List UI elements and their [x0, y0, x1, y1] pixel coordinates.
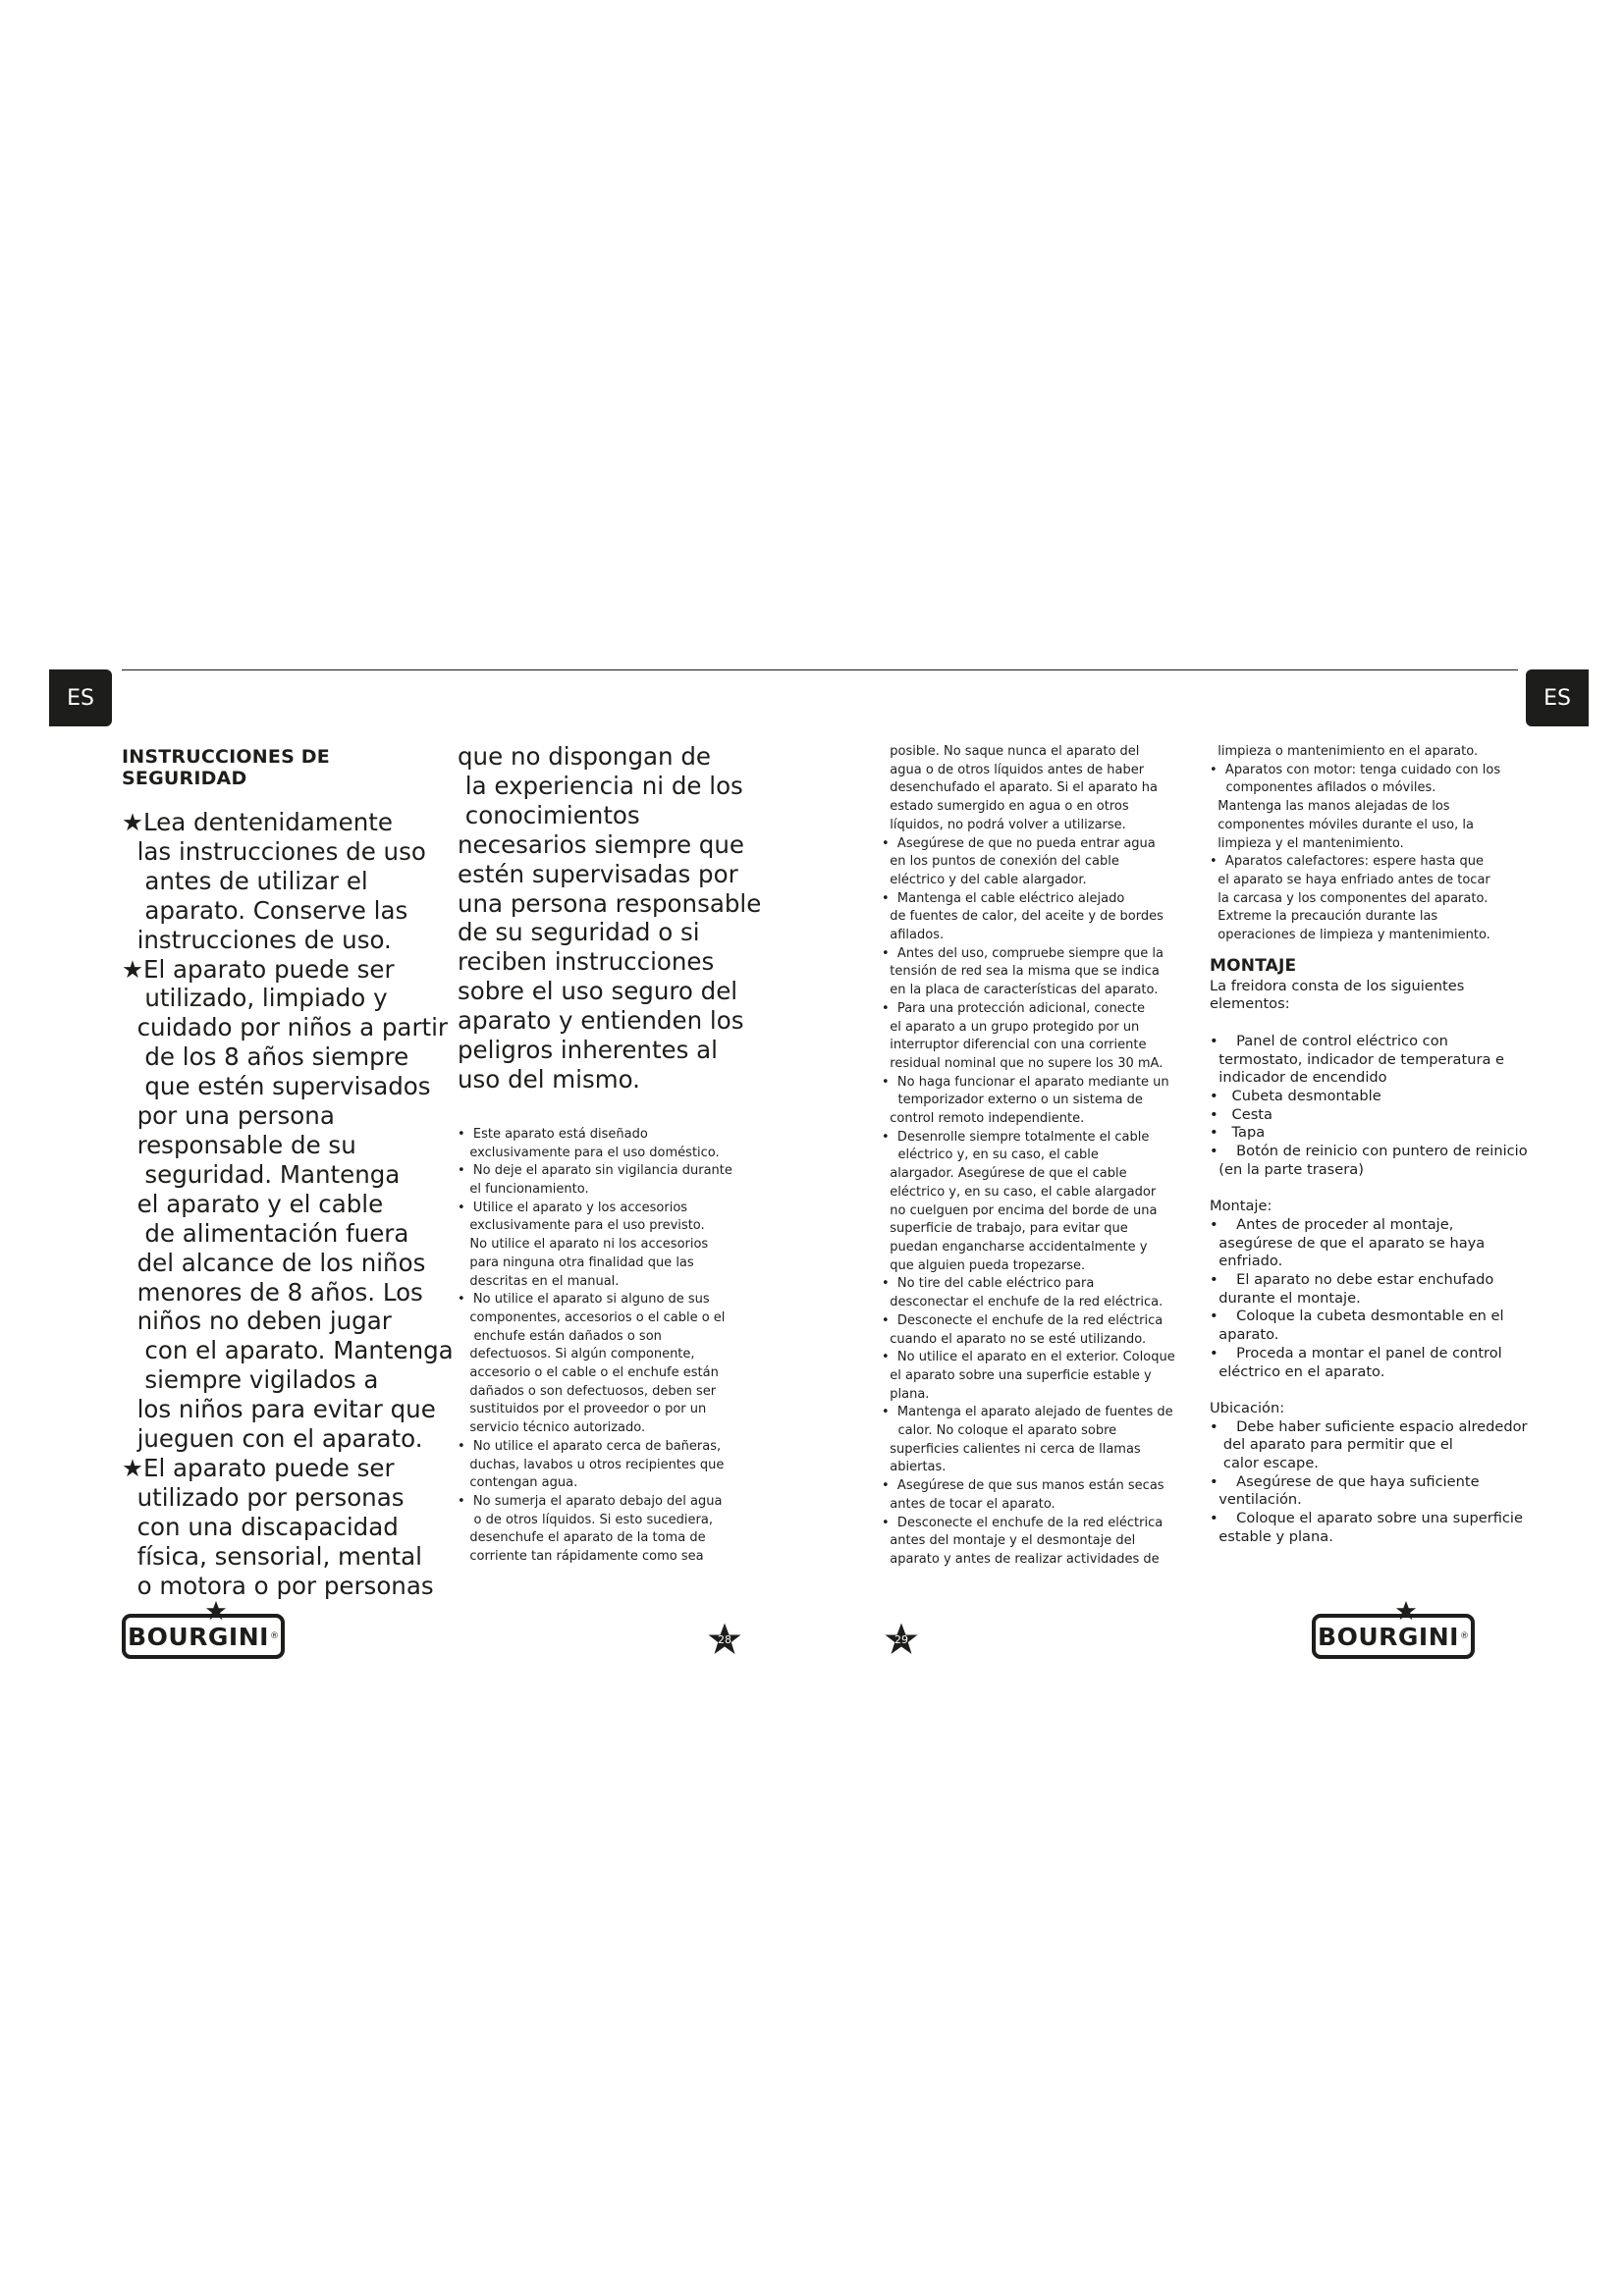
text-line: control remoto independiente.: [882, 1111, 1085, 1127]
text-line: interruptor diferencial con una corriente: [882, 1038, 1147, 1053]
text-line: jueguen con el aparato.: [122, 1424, 423, 1454]
text-line: con una discapacidad: [122, 1512, 399, 1541]
text-line: utilizado por personas: [122, 1482, 405, 1512]
text-line: que no dispongan de: [458, 742, 711, 771]
text-line: componentes, accesorios o el cable o el: [458, 1309, 726, 1325]
text-line: • Cesta: [1210, 1105, 1272, 1123]
text-line: exclusivamente para el uso previsto.: [458, 1218, 705, 1234]
text-line: durante el montaje.: [1210, 1289, 1361, 1307]
text-line: estén supervisadas por: [458, 859, 738, 888]
text-line: eléctrico y, en su caso, el cable: [882, 1148, 1099, 1163]
page-number-left: 28: [718, 1633, 731, 1646]
text-line: ★El aparato puede ser: [122, 954, 395, 984]
text-line: residual nominal que no supere los 30 mA.: [882, 1055, 1164, 1071]
text-line: la experiencia ni de los: [458, 771, 743, 800]
text-line: abiertas.: [882, 1460, 947, 1475]
text-line: la carcasa y los componentes del aparato.: [1210, 890, 1489, 906]
text-line: • Desenrolle siempre totalmente el cable: [882, 1129, 1150, 1145]
text-line: por una persona: [122, 1101, 335, 1131]
text-line: • Este aparato está diseñado: [458, 1126, 648, 1142]
text-line: cuando el aparato no se esté utilizando.: [882, 1331, 1147, 1347]
text-line: • No utilice el aparato si alguno de sus: [458, 1292, 710, 1308]
text-line: menores de 8 años. Los: [122, 1277, 423, 1307]
text-line: ★El aparato puede ser: [122, 1453, 395, 1482]
text-line: antes del montaje y el desmontaje del: [882, 1533, 1136, 1549]
text-line: sustituidos por el proveedor o por un: [458, 1402, 707, 1417]
text-line: el aparato a un grupo protegido por un: [882, 1019, 1140, 1035]
text-line: el aparato y el cable: [122, 1189, 384, 1218]
text-line: que alguien pueda tropezarse.: [882, 1257, 1086, 1273]
text-line: dañados o son defectuosos, deben ser: [458, 1383, 717, 1399]
safety-warning-text: [122, 808, 454, 1600]
text-line: seguridad. Mantenga: [122, 1159, 401, 1189]
text-line: indicador de encendido: [1210, 1069, 1387, 1087]
text-line: • No sumerja el aparato debajo del agua: [458, 1493, 723, 1509]
text-line: • No utilice el aparato cerca de bañeras,: [458, 1438, 722, 1454]
text-line: [1210, 1014, 1534, 1033]
text-line: • Asegúrese de que haya suficiente: [1210, 1472, 1480, 1490]
text-line: • Mantenga el cable eléctrico alejado: [882, 890, 1125, 906]
text-line: sobre el uso seguro del: [458, 977, 738, 1006]
text-line: uso del mismo.: [458, 1064, 640, 1094]
brand-name: BOURGINI: [1318, 1622, 1459, 1651]
text-line: peligros inherentes al: [458, 1036, 718, 1065]
column-1: [122, 746, 454, 1600]
text-line: los niños para evitar que: [122, 1395, 436, 1424]
column-4: [1210, 743, 1534, 1547]
text-line: componentes móviles durante el uso, la: [1210, 817, 1474, 832]
text-line: • Desconecte el enchufe de la red eléctrica: [882, 1515, 1164, 1530]
text-line: • Asegúrese de que sus manos están secas: [882, 1478, 1164, 1494]
text-line: de los 8 años siempre: [122, 1042, 409, 1072]
text-line: temporizador externo o un sistema de: [882, 1093, 1143, 1108]
text-line: calor escape.: [1210, 1455, 1319, 1472]
text-line: La freidora consta de los siguientes: [1210, 977, 1465, 994]
text-line: • Proceda a montar el panel de control: [1210, 1344, 1502, 1362]
safety-bullets: [458, 1126, 752, 1567]
brand-logo-left: [122, 1614, 285, 1659]
text-line: instrucciones de uso.: [122, 925, 392, 954]
text-line: • Para una protección adicional, conecte: [882, 1000, 1145, 1016]
safety-bullets-continued: [882, 743, 1196, 1570]
text-line: termostato, indicador de temperatura e: [1210, 1050, 1504, 1068]
text-line: desenchufe el aparato de la toma de: [458, 1530, 706, 1546]
text-line: • No utilice el aparato en el exterior. Coloque: [882, 1350, 1175, 1365]
text-line: del alcance de los niños: [122, 1248, 426, 1277]
text-line: • Tapa: [1210, 1124, 1266, 1142]
column-2: [458, 742, 762, 1567]
page-number-right: 29: [894, 1633, 908, 1646]
text-line: cuidado por niños a partir: [122, 1013, 449, 1042]
text-line: aparato. Conserve las: [122, 895, 408, 925]
text-line: • Asegúrese de que no pueda entrar agua: [882, 835, 1156, 851]
text-line: Montaje:: [1210, 1198, 1272, 1215]
text-line: las instrucciones de uso: [122, 836, 426, 866]
text-line: en los puntos de conexión del cable: [882, 854, 1119, 870]
header-rule: [122, 669, 1518, 670]
text-line: • Utilice el aparato y los accesorios: [458, 1200, 688, 1215]
text-line: enchufe están dañados o son: [458, 1328, 662, 1344]
text-line: posible. No saque nunca el aparato del: [882, 744, 1140, 759]
star-icon: [205, 1600, 227, 1622]
text-line: eléctrico en el aparato.: [1210, 1362, 1385, 1380]
text-line: de su seguridad o si: [458, 918, 700, 947]
text-line: • Coloque el aparato sobre una superficie: [1210, 1510, 1523, 1527]
text-line: • No deje el aparato sin vigilancia durante: [458, 1163, 732, 1179]
text-line: necesarios siempre que: [458, 829, 744, 859]
text-line: el aparato se haya enfriado antes de tocar: [1210, 872, 1490, 887]
text-line: • No haga funcionar el aparato mediante un: [882, 1074, 1169, 1090]
text-line: operaciones de limpieza y mantenimiento.: [1210, 928, 1490, 943]
text-line: eléctrico y, en su caso, el cable alargador: [882, 1184, 1157, 1200]
language-code: ES: [67, 685, 94, 711]
text-line: antes de tocar el aparato.: [882, 1496, 1056, 1512]
text-line: física, sensorial, mental: [122, 1541, 422, 1571]
text-line: o de otros líquidos. Si esto sucediera,: [458, 1512, 713, 1527]
text-line: eléctrico y del cable alargador.: [882, 872, 1087, 887]
text-line: [1210, 1179, 1534, 1198]
brand-name: BOURGINI: [128, 1622, 269, 1651]
text-line: • Botón de reinicio con puntero de reinicio: [1210, 1143, 1528, 1160]
text-line: plana.: [882, 1386, 930, 1402]
text-line: ventilación.: [1210, 1491, 1302, 1509]
column-3: [882, 743, 1196, 1570]
text-line: puedan engancharse accidentalmente y: [882, 1239, 1148, 1255]
text-line: de alimentación fuera: [122, 1218, 409, 1248]
text-line: ★Lea dentenidamente: [122, 808, 393, 836]
text-line: en la placa de características del aparato.: [882, 983, 1159, 998]
text-line: el funcionamiento.: [458, 1181, 589, 1197]
montaje-text: [1210, 978, 1534, 1547]
text-line: [1210, 1381, 1534, 1400]
text-line: elementos:: [1210, 995, 1290, 1013]
section-heading-montaje: MONTAJE: [1210, 955, 1297, 976]
text-line: defectuosos. Si algún componente,: [458, 1347, 695, 1362]
text-line: o motora o por personas: [122, 1571, 434, 1600]
text-line: del aparato para permitir que el: [1210, 1436, 1453, 1454]
language-tab-left: [49, 669, 112, 726]
text-line: Extreme la precaución durante las: [1210, 909, 1438, 925]
text-line: • Panel de control eléctrico con: [1210, 1032, 1448, 1049]
brand-logo-right: [1312, 1614, 1475, 1659]
text-line: conocimientos: [458, 800, 640, 829]
language-code: ES: [1543, 685, 1571, 711]
text-line: desenchufado el aparato. Si el aparato ha: [882, 780, 1158, 796]
text-line: limpieza y el mantenimiento.: [1210, 835, 1404, 851]
text-line: enfriado.: [1210, 1253, 1283, 1270]
text-line: desconectar el enchufe de la red eléctrica.: [882, 1295, 1164, 1310]
text-line: • Debe haber suficiente espacio alrededor: [1210, 1417, 1528, 1435]
text-line: aparato y antes de realizar actividades de: [882, 1551, 1160, 1567]
text-line: aparato y entienden los: [458, 1006, 744, 1036]
star-icon: [1395, 1600, 1417, 1622]
text-line: No utilice el aparato ni los accesorios: [458, 1237, 709, 1253]
text-line: de fuentes de calor, del aceite y de bordes: [882, 909, 1164, 925]
text-line: (en la parte trasera): [1210, 1160, 1364, 1178]
safety-bullets-end: [1210, 743, 1534, 945]
language-tab-right: [1526, 669, 1589, 726]
text-line: calor. No coloque el aparato sobre: [882, 1423, 1117, 1439]
text-line: agua o de otros líquidos antes de haber: [882, 762, 1145, 777]
safety-warning-continued: [458, 742, 762, 1095]
section-heading-safety: INSTRUCCIONES DE SEGURIDAD: [122, 746, 330, 789]
text-line: • El aparato no debe estar enchufado: [1210, 1270, 1494, 1288]
text-line: • Desconecte el enchufe de la red eléctrica: [882, 1312, 1164, 1328]
text-line: niños no deben jugar: [122, 1307, 392, 1336]
text-line: • Cubeta desmontable: [1210, 1087, 1381, 1104]
text-line: corriente tan rápidamente como sea: [458, 1549, 704, 1565]
text-line: limpieza o mantenimiento en el aparato.: [1210, 744, 1479, 759]
text-line: duchas, lavabos u otros recipientes que: [458, 1457, 725, 1472]
registered-mark: ®: [269, 1631, 279, 1641]
text-line: que estén supervisados: [122, 1072, 431, 1101]
text-line: contengan agua.: [458, 1475, 578, 1491]
text-line: superficie de trabajo, para evitar que: [882, 1221, 1128, 1237]
text-line: para ninguna otra finalidad que las: [458, 1255, 694, 1270]
text-line: tensión de red sea la misma que se indica: [882, 964, 1160, 980]
text-line: • Antes del uso, compruebe siempre que la: [882, 945, 1164, 961]
text-line: afilados.: [882, 928, 945, 943]
text-line: • Mantenga el aparato alejado de fuentes de: [882, 1405, 1173, 1420]
text-line: • Antes de proceder al montaje,: [1210, 1215, 1454, 1233]
text-line: estado sumergido en agua o en otros: [882, 799, 1129, 815]
registered-mark: ®: [1459, 1631, 1469, 1641]
text-line: descritas en el manual.: [458, 1273, 620, 1289]
text-line: utilizado, limpiado y: [122, 984, 388, 1013]
text-line: reciben instrucciones: [458, 947, 715, 977]
text-line: alargador. Asegúrese de que el cable: [882, 1166, 1127, 1182]
text-line: exclusivamente para el uso doméstico.: [458, 1145, 720, 1160]
text-line: responsable de su: [122, 1130, 356, 1159]
text-line: • Aparatos calefactores: espere hasta que: [1210, 854, 1484, 870]
text-line: líquidos, no podrá volver a utilizarse.: [882, 817, 1126, 832]
text-line: componentes afilados o móviles.: [1210, 780, 1436, 796]
text-line: antes de utilizar el: [122, 866, 368, 895]
text-line: • Coloque la cubeta desmontable en el: [1210, 1308, 1504, 1325]
text-line: asegúrese de que el aparato se haya: [1210, 1234, 1486, 1252]
text-line: una persona responsable: [458, 888, 762, 918]
text-line: accesorio o el cable o el enchufe están: [458, 1365, 719, 1381]
text-line: • No tire del cable eléctrico para: [882, 1276, 1095, 1292]
text-line: • Aparatos con motor: tenga cuidado con los: [1210, 762, 1501, 777]
text-line: servicio técnico autorizado.: [458, 1420, 646, 1436]
text-line: Ubicación:: [1210, 1399, 1285, 1416]
text-line: el aparato sobre una superficie estable y: [882, 1367, 1152, 1383]
text-line: siempre vigilados a: [122, 1365, 379, 1395]
text-line: con el aparato. Mantenga: [122, 1336, 454, 1365]
text-line: estable y plana.: [1210, 1527, 1333, 1545]
text-line: superficies calientes ni cerca de llamas: [882, 1441, 1141, 1457]
text-line: no cuelguen por encima del borde de una: [882, 1202, 1158, 1218]
text-line: aparato.: [1210, 1326, 1279, 1344]
text-line: Mantenga las manos alejadas de los: [1210, 799, 1450, 815]
